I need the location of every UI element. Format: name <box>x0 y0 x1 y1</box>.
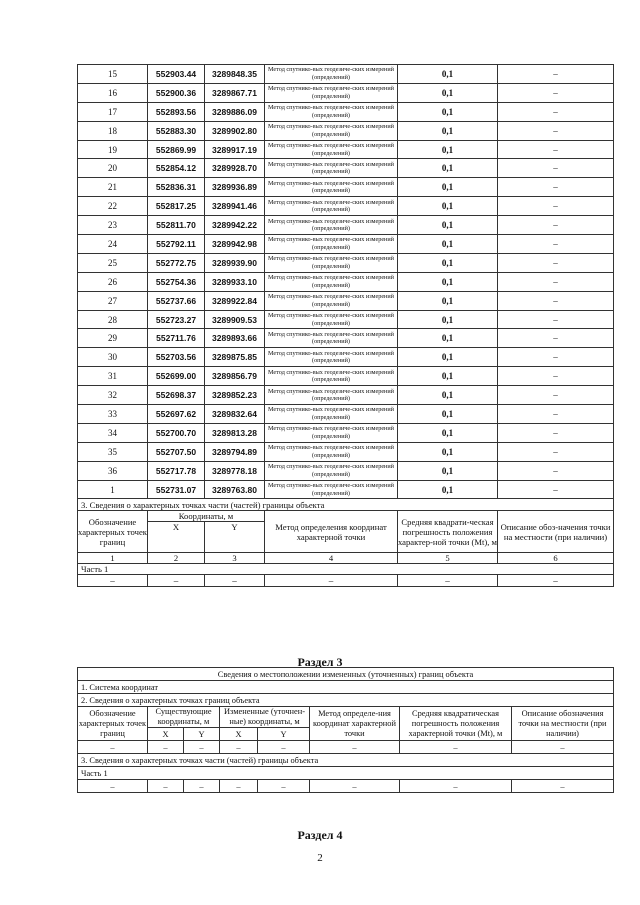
table-cell: – <box>400 741 512 754</box>
col-number: 4 <box>265 553 398 564</box>
table-cell: – <box>258 741 310 754</box>
table-cell: – <box>78 575 148 587</box>
coord-x: 552723.27 <box>148 310 205 329</box>
table-cell: – <box>220 780 258 793</box>
table-row <box>78 310 614 329</box>
table-row <box>78 272 614 291</box>
table-cell: – <box>498 575 614 587</box>
col-desc-header: Описание обоз-начения точки на местности (при наличии) <box>498 511 614 553</box>
point-number: 24 <box>78 235 148 254</box>
method-text: Метод спутнико-вых геодезиче-ских измерений (определений) <box>265 159 398 178</box>
point-number: 15 <box>78 65 148 84</box>
coord-x: 552903.44 <box>148 65 205 84</box>
method-text: Метод спутнико-вых геодезиче-ских измерений (определений) <box>265 197 398 216</box>
section2-3-title: 3. Сведения о характерных точках части (частей) границы объекта <box>78 499 614 511</box>
col-coords-header: Координаты, м <box>148 511 265 522</box>
table-cell: – <box>265 575 398 587</box>
col-error-header: Средняя квадрати-ческая погрешность положения характер-ной точки (Mt), м <box>398 511 498 553</box>
method-text: Метод спутнико-вых геодезиче-ских измерений (определений) <box>265 329 398 348</box>
table-row <box>78 216 614 235</box>
point-number: 26 <box>78 272 148 291</box>
error-value: 0,1 <box>398 329 498 348</box>
point-number: 31 <box>78 367 148 386</box>
coord-y: 3289867.71 <box>205 83 265 102</box>
section3-caption-row <box>78 668 614 681</box>
table-row <box>78 386 614 405</box>
method-text: Метод спутнико-вых геодезиче-ских измерений (определений) <box>265 272 398 291</box>
col-method-header: Метод определения координат характерной точки <box>265 511 398 553</box>
method-text: Метод спутнико-вых геодезиче-ских измерений (определений) <box>265 121 398 140</box>
coord-x: 552698.37 <box>148 386 205 405</box>
coord-x: 552703.56 <box>148 348 205 367</box>
error-value: 0,1 <box>398 423 498 442</box>
coord-x: 552737.66 <box>148 291 205 310</box>
coord-x: 552711.76 <box>148 329 205 348</box>
method-text: Метод спутнико-вых геодезиче-ских измерений (определений) <box>265 178 398 197</box>
coord-y: 3289794.89 <box>205 442 265 461</box>
section2-3-part-row <box>78 564 614 575</box>
section-4-heading: Раздел 4 <box>297 828 343 842</box>
error-value: 0,1 <box>398 178 498 197</box>
method-text: Метод спутнико-вых геодезиче-ских измерений (определений) <box>265 442 398 461</box>
col-x-header: X <box>148 522 205 553</box>
coord-x: 552854.12 <box>148 159 205 178</box>
table-row <box>78 83 614 102</box>
table-cell: – <box>512 741 614 754</box>
description: – <box>498 159 614 178</box>
col-number: 1 <box>78 553 148 564</box>
point-number: 25 <box>78 253 148 272</box>
table-row <box>78 367 614 386</box>
table-cell: – <box>220 741 258 754</box>
point-number: 21 <box>78 178 148 197</box>
table-row <box>78 442 614 461</box>
coord-x: 552754.36 <box>148 272 205 291</box>
description: – <box>498 140 614 159</box>
section2-3-data-row <box>78 575 614 587</box>
section2-3-title-row <box>78 499 614 511</box>
method-text: Метод спутнико-вых геодезиче-ских измерений (определений) <box>265 348 398 367</box>
error-value: 0,1 <box>398 442 498 461</box>
col-number: 3 <box>205 553 265 564</box>
method-text: Метод спутнико-вых геодезиче-ских измерений (определений) <box>265 83 398 102</box>
description: – <box>498 310 614 329</box>
col-existing-header: Существующие координаты, м <box>148 707 220 728</box>
section2-3-number-row <box>78 553 614 564</box>
page-number: 2 <box>317 852 323 864</box>
point-number: 33 <box>78 405 148 424</box>
error-value: 0,1 <box>398 367 498 386</box>
method-text: Метод спутнико-вых геодезиче-ских измерений (определений) <box>265 386 398 405</box>
description: – <box>498 272 614 291</box>
method-text: Метод спутнико-вых геодезиче-ских измерений (определений) <box>265 216 398 235</box>
col-changed-header: Измененные (уточнен-ные) координаты, м <box>220 707 310 728</box>
error-value: 0,1 <box>398 83 498 102</box>
point-number: 18 <box>78 121 148 140</box>
method-text: Метод спутнико-вых геодезиче-ских измерений (определений) <box>265 65 398 84</box>
table-cell: – <box>400 780 512 793</box>
table-cell: – <box>78 741 148 754</box>
section3-part-row <box>78 767 614 780</box>
error-value: 0,1 <box>398 197 498 216</box>
point-number: 1 <box>78 480 148 499</box>
description: – <box>498 461 614 480</box>
method-text: Метод спутнико-вых геодезиче-ских измерений (определений) <box>265 461 398 480</box>
part-label: Часть 1 <box>78 564 614 575</box>
description: – <box>498 216 614 235</box>
description: – <box>498 405 614 424</box>
coord-y: 3289939.90 <box>205 253 265 272</box>
error-value: 0,1 <box>398 140 498 159</box>
coord-y: 3289933.10 <box>205 272 265 291</box>
section3-item1-row <box>78 681 614 694</box>
method-text: Метод спутнико-вых геодезиче-ских измерений (определений) <box>265 367 398 386</box>
table-cell: – <box>184 741 220 754</box>
part-label: Часть 1 <box>78 767 614 780</box>
table-cell: – <box>398 575 498 587</box>
col-y-header: Y <box>184 728 220 741</box>
method-text: Метод спутнико-вых геодезиче-ских измерений (определений) <box>265 310 398 329</box>
error-value: 0,1 <box>398 461 498 480</box>
table-row <box>78 405 614 424</box>
col-number: 5 <box>398 553 498 564</box>
point-number: 20 <box>78 159 148 178</box>
table-cell: – <box>78 780 148 793</box>
error-value: 0,1 <box>398 253 498 272</box>
coord-x: 552792.11 <box>148 235 205 254</box>
point-number: 16 <box>78 83 148 102</box>
coordinate-system-label: 1. Система координат <box>78 681 614 694</box>
point-number: 35 <box>78 442 148 461</box>
coord-y: 3289942.98 <box>205 235 265 254</box>
table-row <box>78 65 614 84</box>
error-value: 0,1 <box>398 272 498 291</box>
description: – <box>498 442 614 461</box>
coord-y: 3289941.46 <box>205 197 265 216</box>
point-number: 32 <box>78 386 148 405</box>
coord-y: 3289886.09 <box>205 102 265 121</box>
error-value: 0,1 <box>398 480 498 499</box>
point-number: 36 <box>78 461 148 480</box>
error-value: 0,1 <box>398 65 498 84</box>
method-text: Метод спутнико-вых геодезиче-ских измерений (определений) <box>265 235 398 254</box>
method-text: Метод спутнико-вых геодезиче-ских измерений (определений) <box>265 140 398 159</box>
table-row <box>78 329 614 348</box>
part-points-label: 3. Сведения о характерных точках части (частей) границы объекта <box>78 754 614 767</box>
description: – <box>498 348 614 367</box>
point-number: 22 <box>78 197 148 216</box>
point-number: 29 <box>78 329 148 348</box>
table-row <box>78 480 614 499</box>
coord-y: 3289942.22 <box>205 216 265 235</box>
boundary-points-table <box>77 64 614 587</box>
section3-caption: Сведения о местоположении измененных (уточненных) границ объекта <box>78 668 614 681</box>
description: – <box>498 386 614 405</box>
section2-3-header-row <box>78 511 614 522</box>
table-cell: – <box>148 780 184 793</box>
table-row <box>78 178 614 197</box>
point-number: 34 <box>78 423 148 442</box>
coord-x: 552883.30 <box>148 121 205 140</box>
error-value: 0,1 <box>398 310 498 329</box>
description: – <box>498 235 614 254</box>
method-text: Метод спутнико-вых геодезиче-ских измерений (определений) <box>265 102 398 121</box>
col-error-header: Средняя квадратическая погрешность положения характерной точки (Mt), м <box>400 707 512 741</box>
coord-y: 3289763.80 <box>205 480 265 499</box>
coord-x: 552893.56 <box>148 102 205 121</box>
table-row <box>78 461 614 480</box>
table-cell: – <box>310 741 400 754</box>
coord-y: 3289917.19 <box>205 140 265 159</box>
table-cell: – <box>512 780 614 793</box>
table-cell: – <box>148 575 205 587</box>
description: – <box>498 102 614 121</box>
coord-x: 552811.70 <box>148 216 205 235</box>
error-value: 0,1 <box>398 386 498 405</box>
coord-x: 552707.50 <box>148 442 205 461</box>
coord-y: 3289848.35 <box>205 65 265 84</box>
boundary-points-label: 2. Сведения о характерных точках границ объекта <box>78 694 614 707</box>
table-row <box>78 159 614 178</box>
method-text: Метод спутнико-вых геодезиче-ских измерений (определений) <box>265 291 398 310</box>
table-row <box>78 197 614 216</box>
method-text: Метод спутнико-вых геодезиче-ских измерений (определений) <box>265 480 398 499</box>
method-text: Метод спутнико-вых геодезиче-ских измерений (определений) <box>265 423 398 442</box>
point-number: 28 <box>78 310 148 329</box>
coord-x: 552697.62 <box>148 405 205 424</box>
coord-y: 3289902.80 <box>205 121 265 140</box>
point-number: 23 <box>78 216 148 235</box>
points-table-body <box>78 65 614 499</box>
table-cell: – <box>310 780 400 793</box>
error-value: 0,1 <box>398 405 498 424</box>
coord-x: 552699.00 <box>148 367 205 386</box>
method-text: Метод спутнико-вых геодезиче-ских измерений (определений) <box>265 253 398 272</box>
col-y-header: Y <box>205 522 265 553</box>
section3-item2-row <box>78 694 614 707</box>
coord-y: 3289893.66 <box>205 329 265 348</box>
error-value: 0,1 <box>398 291 498 310</box>
description: – <box>498 253 614 272</box>
coord-y: 3289936.89 <box>205 178 265 197</box>
coord-y: 3289856.79 <box>205 367 265 386</box>
error-value: 0,1 <box>398 159 498 178</box>
col-x-header: X <box>220 728 258 741</box>
section-3-heading: Раздел 3 <box>297 655 343 669</box>
point-number: 27 <box>78 291 148 310</box>
description: – <box>498 83 614 102</box>
table-row <box>78 121 614 140</box>
point-number: 19 <box>78 140 148 159</box>
description: – <box>498 329 614 348</box>
coord-x: 552817.25 <box>148 197 205 216</box>
table-cell: – <box>148 741 184 754</box>
error-value: 0,1 <box>398 216 498 235</box>
col-desc-header: Описание обозначения точки на местности (при наличии) <box>512 707 614 741</box>
description: – <box>498 423 614 442</box>
table-row <box>78 102 614 121</box>
section3-data-row-2 <box>78 780 614 793</box>
section3-item3-row <box>78 754 614 767</box>
coord-x: 552717.78 <box>148 461 205 480</box>
description: – <box>498 121 614 140</box>
col-designation-header: Обозначение характерных точек границ <box>78 707 148 741</box>
coord-y: 3289928.70 <box>205 159 265 178</box>
section-3-table <box>77 667 614 793</box>
table-cell: – <box>205 575 265 587</box>
description: – <box>498 367 614 386</box>
col-number: 2 <box>148 553 205 564</box>
point-number: 30 <box>78 348 148 367</box>
col-method-header: Метод определе-ния координат характерной точки <box>310 707 400 741</box>
coord-x: 552700.70 <box>148 423 205 442</box>
table-cell: – <box>184 780 220 793</box>
description: – <box>498 65 614 84</box>
coord-y: 3289852.23 <box>205 386 265 405</box>
error-value: 0,1 <box>398 235 498 254</box>
col-designation-header: Обозначение характерных точек границ <box>78 511 148 553</box>
table-row <box>78 140 614 159</box>
method-text: Метод спутнико-вых геодезиче-ских измерений (определений) <box>265 405 398 424</box>
col-y-header: Y <box>258 728 310 741</box>
coord-y: 3289909.53 <box>205 310 265 329</box>
description: – <box>498 178 614 197</box>
point-number: 17 <box>78 102 148 121</box>
coord-x: 552869.99 <box>148 140 205 159</box>
col-x-header: X <box>148 728 184 741</box>
table-row <box>78 423 614 442</box>
coord-y: 3289778.18 <box>205 461 265 480</box>
description: – <box>498 480 614 499</box>
coord-x: 552731.07 <box>148 480 205 499</box>
col-number: 6 <box>498 553 614 564</box>
section3-header-row <box>78 707 614 728</box>
table-row <box>78 348 614 367</box>
error-value: 0,1 <box>398 102 498 121</box>
coord-x: 552900.36 <box>148 83 205 102</box>
coord-y: 3289875.85 <box>205 348 265 367</box>
table-row <box>78 291 614 310</box>
description: – <box>498 197 614 216</box>
coord-y: 3289813.28 <box>205 423 265 442</box>
coord-y: 3289922.84 <box>205 291 265 310</box>
coord-y: 3289832.64 <box>205 405 265 424</box>
table-row <box>78 253 614 272</box>
error-value: 0,1 <box>398 121 498 140</box>
coord-x: 552772.75 <box>148 253 205 272</box>
table-row <box>78 235 614 254</box>
coord-x: 552836.31 <box>148 178 205 197</box>
description: – <box>498 291 614 310</box>
error-value: 0,1 <box>398 348 498 367</box>
section3-data-row <box>78 741 614 754</box>
table-cell: – <box>258 780 310 793</box>
